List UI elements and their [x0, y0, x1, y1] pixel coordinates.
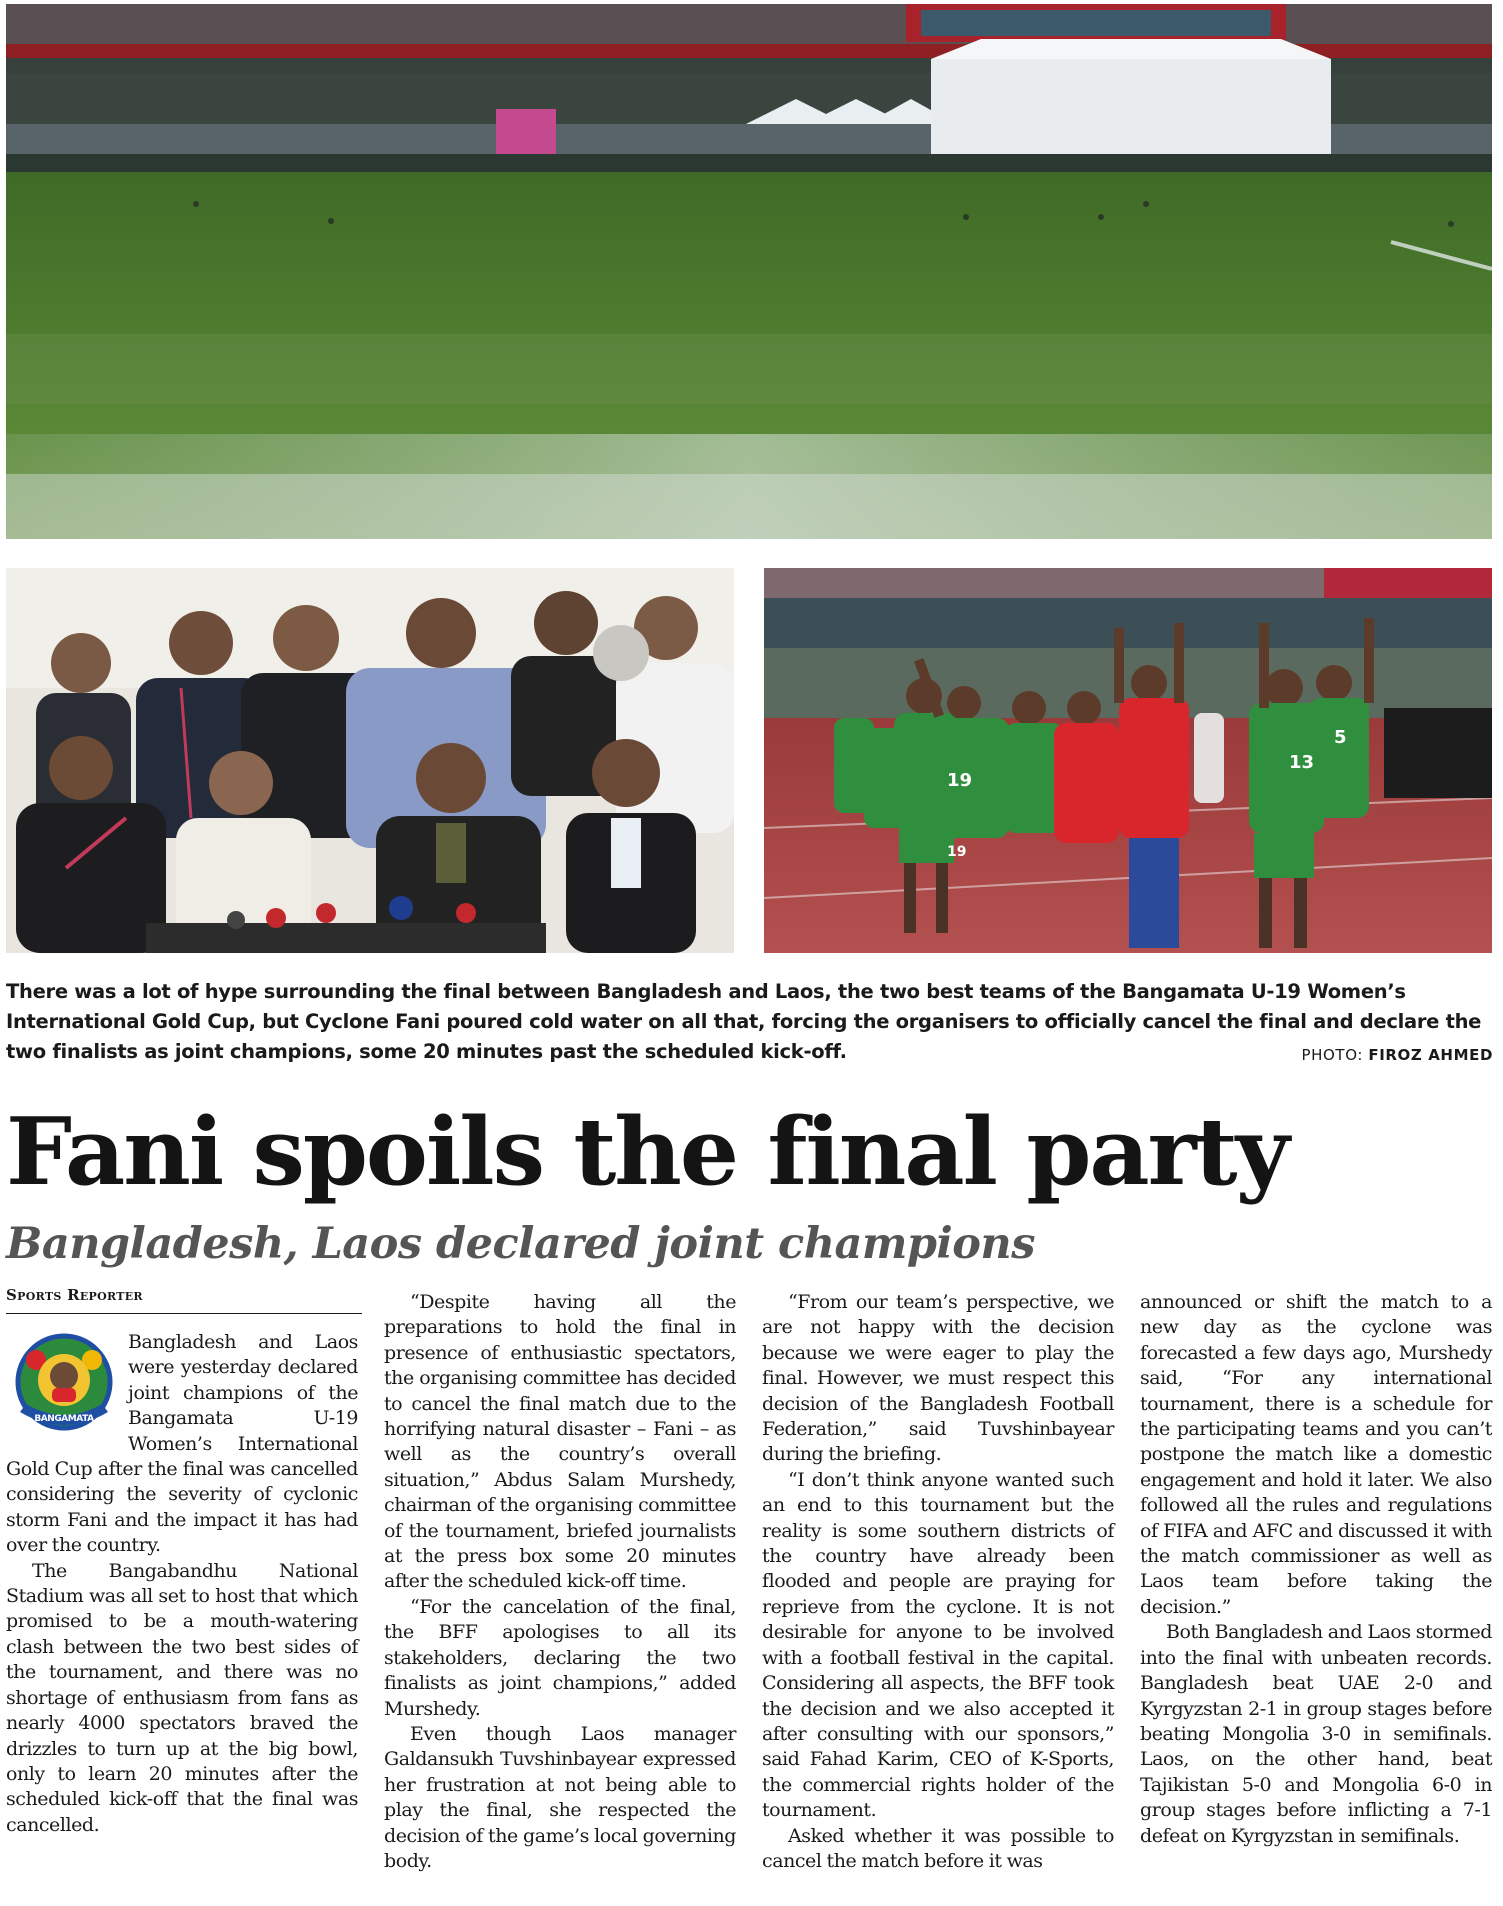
- jersey-number: 19: [947, 770, 973, 791]
- article-column-1: [6, 1330, 358, 1838]
- paragraph: The Bangabandhu National Stadium was all set to host that which promised to be a mouth-watering clash between the two best sides of the tournament, and there was no shortage of enthusiasm from fans as nearly 4000 spectators braved the drizzles to turn up at the big bowl, only to learn 20 minutes after the scheduled kick-off that the final was cancelled.: [6, 1559, 358, 1836]
- jersey-number: 5: [1334, 727, 1347, 748]
- article-column-4: [1140, 1290, 1492, 1849]
- paragraph: “I don’t think anyone wanted such an end to this tournament but the reality is some southern districts of the country have already been flooded and people are praying for reprieve from the cyclone. It is not desirable for anyone to be involved with a football festival in the capital. Considering all aspects, the BFF took the decision and we also accepted it after consulting with our sponsors,” said Fahad Karim, CEO of K-Sports, the commercial rights holder of the tournament.: [762, 1468, 1114, 1822]
- photo-credit-label: PHOTO:: [1301, 1046, 1363, 1064]
- byline: Sports Reporter: [6, 1283, 362, 1314]
- article-column-3: [762, 1290, 1114, 1874]
- jersey-number: 13: [1289, 752, 1315, 773]
- paragraph: announced or shift the match to a new day as the cyclone was forecasted a few days ago, Murshedy said, “For any international tournament, there is a schedule for the participating teams and you can’t postpone the match like a domestic engagement and hold it later. We also followed all the rules and regulations of FIFA and AFC and discussed it with the match commissioner as well as Laos team before taking the decision.”: [1140, 1291, 1492, 1618]
- paragraph: Both Bangladesh and Laos stormed into the final with unbeaten records. Bangladesh beat UAE 2-0 and Kyrgyzstan 2-1 in group stages before beating Mongolia 3-0 in semifinals. Laos, on the other hand, beat Tajikistan 5-0 and Mongolia 6-0 in group stages before inflicting a 7-1 defeat on Kyrgyzstan in semifinals.: [1140, 1621, 1492, 1847]
- stadium-pitch-photo: [6, 4, 1492, 539]
- article-subheadline: Bangladesh, Laos declared joint champions: [6, 1219, 1035, 1269]
- photo-credit: [1302, 1046, 1494, 1064]
- tournament-logo: [6, 1330, 122, 1440]
- jersey-number: 19: [947, 844, 967, 860]
- logo-text: BANGAMATA: [34, 1414, 94, 1424]
- paragraph: “For the cancelation of the final, the BFF apologises to all its stakeholders, declaring the two finalists as joint champions,” added Murshedy.: [384, 1595, 736, 1720]
- paragraph: “From our team’s perspective, we are not happy with the decision because we were eager to play the final. However, we must respect this decision of the Bangladesh Football Federation,” said Tuvshinbayear during the briefing.: [762, 1291, 1114, 1466]
- paragraph: Bangladesh and Laos were yesterday declared joint champions of the Bangamata U-19 Women’s International Gold Cup after the final was cancelled considering the severity of cyclonic storm Fani and the impact it has had over the country.: [6, 1331, 358, 1557]
- paragraph: “Despite having all the preparations to hold the final in presence of enthusiastic spectators, the organising committee has decided to cancel the final match due to the horrifying natural disaster – Fani – as well as the country’s overall situation,” Abdus Salam Murshedy, chairman of the organising committee of the tournament, briefed journalists at the press box some 20 minutes after the scheduled kick-off time.: [384, 1291, 736, 1593]
- article-column-2: [384, 1290, 736, 1874]
- photo-caption: There was a lot of hype surrounding the final between Bangladesh and Laos, the two best teams of the Bangamata U-19 Women’s International Gold Cup, but Cyclone Fani poured cold water on all that, forcing the organisers to officially cancel the final and declare the two finalists as joint champions, some 20 minutes past the scheduled kick-off.: [6, 980, 1482, 1063]
- players-celebrating-photo: [764, 568, 1492, 953]
- paragraph: Even though Laos manager Galdansukh Tuvshinbayear expressed her frustration at not being able to play the final, she respected the decision of the game’s local governing body.: [384, 1722, 736, 1872]
- press-briefing-photo: [6, 568, 734, 953]
- photo-credit-name: FIROZ AHMED: [1368, 1046, 1493, 1064]
- article-headline: Fani spoils the final party: [6, 1097, 1288, 1206]
- paragraph: Asked whether it was possible to cancel the match before it was: [762, 1824, 1114, 1872]
